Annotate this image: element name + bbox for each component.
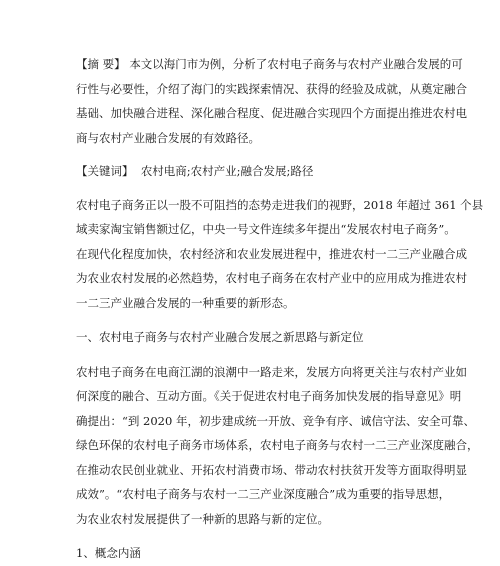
- abstract-label: 【摘 要】: [76, 57, 126, 71]
- keywords-paragraph: [76, 159, 440, 184]
- section-1-heading: [76, 325, 440, 350]
- intro-line-2: 域卖家淘宝销售额过亿，中央一号文件连续多年提出“发展农村电子商务”。: [76, 222, 456, 236]
- abstract-line-2: 行性与必要性，介绍了海门的实践探索情况、获得的经验及成就，从奠定融合: [76, 81, 467, 96]
- section-1-heading-text: 一、农村电子商务与农村产业融合发展之新思路与新定位: [76, 330, 364, 344]
- intro-line-5: 一二三产业融合发展的一种重要的新形态。: [76, 295, 295, 310]
- intro-line-1: 农村电子商务正以一股不可阻挡的态势走进我们的视野，2018 年超过 361 个县: [76, 197, 484, 212]
- section-1-line-3: 确提出：“到 2020 年，初步建成统一开放、竞争有序、诚信守法、安全可靠、: [76, 413, 475, 428]
- abstract-line-1: [76, 52, 463, 77]
- intro-line-3: 在现代化程度加快，农村经济和农业发展进程中，推进农村一二三产业融合成: [76, 246, 467, 261]
- keywords-line: [76, 159, 440, 184]
- abstract-line-3: 基础、加快融合进程、深化融合程度、促进融合实现四个方面提出推进农村电: [76, 106, 467, 120]
- abstract-paragraph: [76, 52, 467, 150]
- section-1-line-2: 何深度的融合、互动方面。《关于促进农村电子商务加快发展的指导意见》明: [76, 389, 462, 403]
- section-1-line-5: 在推动农民创业就业、开拓农村消费市场、带动农村扶贫开发等方面取得明显: [76, 462, 467, 477]
- section-1-paragraph: [76, 360, 479, 532]
- keywords-label: 【关键词】: [76, 164, 134, 178]
- document-page: [76, 52, 484, 566]
- section-1-line-1: 农村电子商务在电商江湖的浪潮中一路走来，发展方向将更关注与农村产业如: [76, 364, 467, 379]
- intro-paragraph: [76, 193, 484, 316]
- subsection-1-heading: [76, 541, 440, 566]
- subsection-1-heading-text: 1、概念内涵: [76, 546, 141, 560]
- section-1-line-7: 为农业农村发展提供了一种新的思路与新的定位。: [76, 511, 329, 526]
- section-1-line-4: 绿色环保的农村电子商务市场体系，农村电子商务与农村一二三产业深度融合，: [76, 438, 479, 452]
- abstract-text-1: 本文以海门市为例，分析了农村电子商务与农村产业融合发展的可: [129, 57, 463, 71]
- keywords-text: 农村电商;农村产业;融合发展;路径: [140, 164, 314, 178]
- section-1-line-6: 成效”。“农村电子商务与农村一二三产业深度融合”成为重要的指导思想，: [76, 487, 451, 501]
- abstract-line-4: 商与农村产业融合发展的有效路径。: [76, 130, 260, 145]
- intro-line-4: 为农业农村发展的必然趋势，农村电子商务在农村产业中的应用成为推进农村: [76, 271, 467, 285]
